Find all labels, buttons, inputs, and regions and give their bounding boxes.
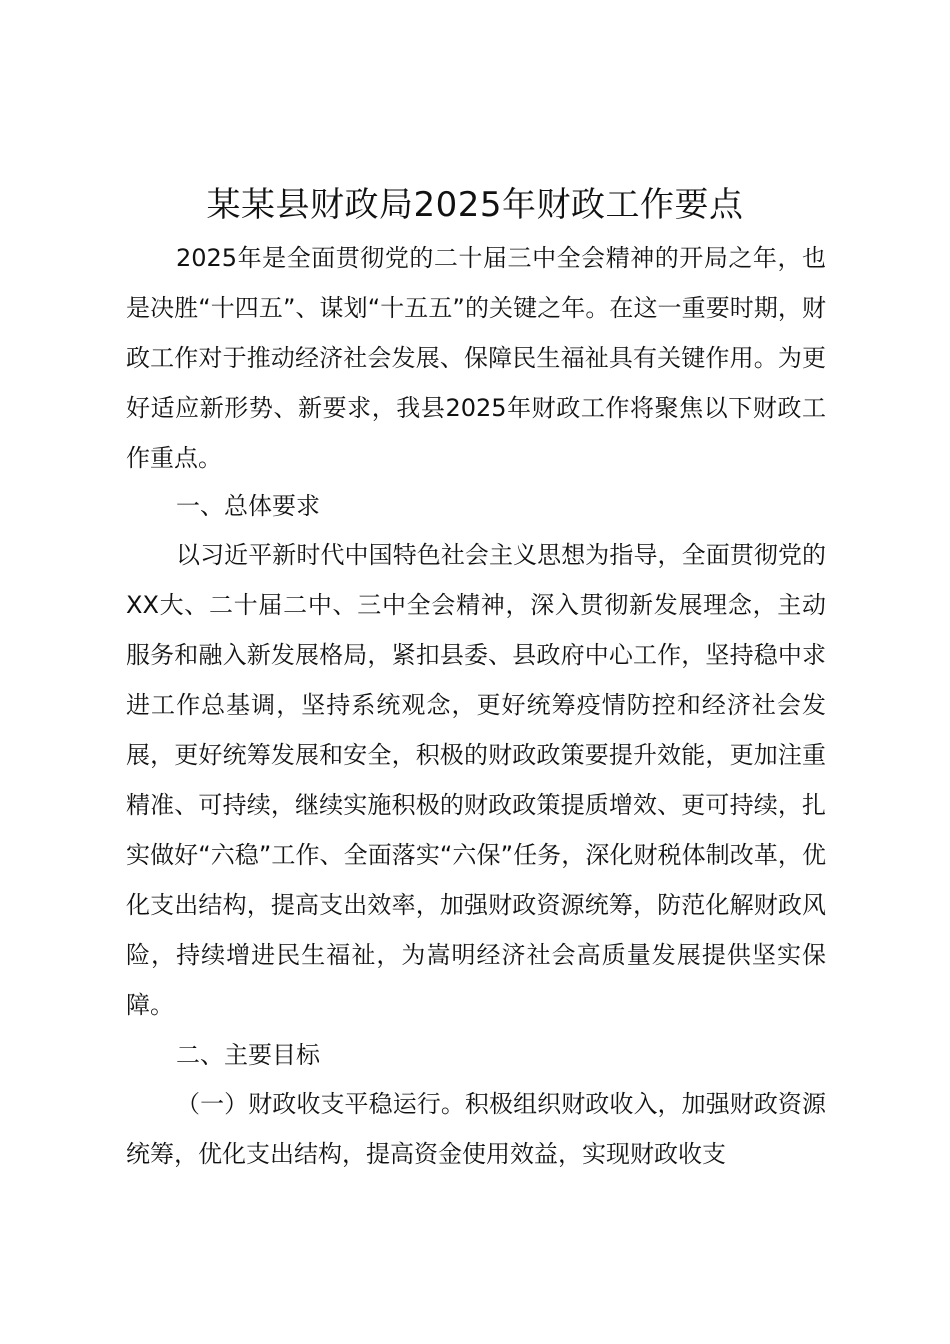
- section-heading-general-requirements: 一、总体要求: [176, 492, 320, 520]
- section-heading-main-goals: 二、主要目标: [176, 1041, 320, 1069]
- goal-1-paragraph: （一）财政收支平稳运行。积极组织财政收入，加强财政资源统筹，优化支出结构，提高资金使用效益，实现财政收支: [126, 1090, 826, 1168]
- document-title: 某某县财政局2025年财政工作要点: [206, 185, 744, 225]
- intro-paragraph: 2025年是全面贯彻党的二十届三中全会精神的开局之年，也是决胜“十四五”、谋划“十五五”的关键之年。在这一重要时期，财政工作对于推动经济社会发展、保障民生福祉具有关键作用。为更好适应新形势、新要求，我县2025年财政工作将聚焦以下财政工作重点。: [126, 244, 826, 472]
- general-requirements-paragraph: 以习近平新时代中国特色社会主义思想为指导，全面贯彻党的XX大、二十届二中、三中全会精神，深入贯彻新发展理念，主动服务和融入新发展格局，紧扣县委、县政府中心工作，坚持稳中求进工作总基调，坚持系统观念，更好统筹疫情防控和经济社会发展，更好统筹发展和安全，积极的财政政策要提升效能，更加注重精准、可持续，继续实施积极的财政政策提质增效、更可持续，扎实做好“六稳”工作、全面落实“六保”任务，深化财税体制改革，优化支出结构，提高支出效率，加强财政资源统筹，防范化解财政风险，持续增进民生福祉，为嵩明经济社会高质量发展提供坚实保障。: [126, 541, 826, 1019]
